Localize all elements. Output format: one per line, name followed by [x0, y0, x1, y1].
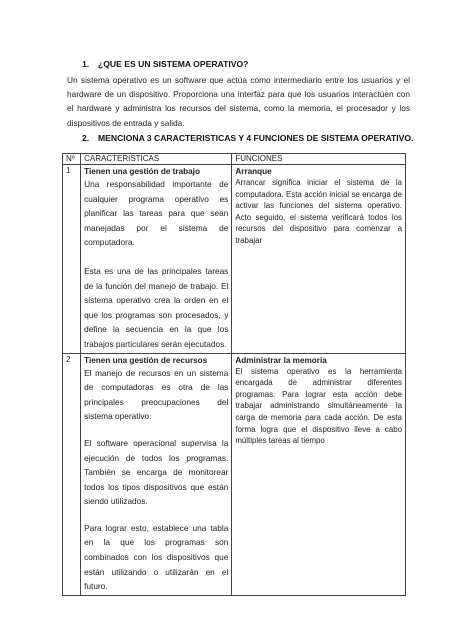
- characteristic-title: Tienen una gestión de recursos: [84, 355, 208, 365]
- function-title: Arranque: [235, 167, 272, 176]
- characteristic-paragraph: Para lograr esto, establece una tabla en la que los programas son combinados con los dispositivos que están utilizando o utilizarán en el futuro.: [84, 522, 229, 592]
- row-number: 1: [63, 165, 81, 354]
- header-functions: FUNCIONES: [232, 154, 406, 165]
- section-1-paragraph: Un sistema operativo es un software que actúa como intermediario entre los usuarios y el hardware de un dispositivo. Proporciona una interfaz para que los usuarios interactúen con el hardware y administra los recursos del sistema, como la memoria, el procesador y los dispositivos de entrada y salida.: [67, 75, 410, 128]
- function-cell: [232, 165, 406, 354]
- function-paragraph: El sistema operativo es la herramienta encargada de administrar diferentes programas. Para lograr esta acción debe trabajar administrando simultáneamente la carga de memoria para cada acción. De esta forma logra que el dispositivo lleve a cabo múltiples tareas al tiempo: [235, 366, 402, 446]
- section-2-heading: [82, 133, 413, 143]
- function-title: Administrar la memoria: [235, 355, 327, 365]
- section-1-number: 1.: [82, 59, 90, 69]
- header-characteristics: CARACTERISTICAS: [81, 154, 232, 165]
- table-row: [63, 353, 406, 595]
- characteristic-cell: [81, 165, 232, 354]
- section-2-number: 2.: [82, 133, 90, 143]
- table-header-row: [63, 154, 406, 165]
- section-1-title: ¿QUE ES UN SISTEMA OPERATIVO?: [98, 59, 249, 69]
- characteristics-functions-table: [62, 153, 406, 596]
- section-2-title: MENCIONA 3 CARACTERISTICAS Y 4 FUNCIONES DE SISTEMA OPERATIVO.: [98, 133, 414, 143]
- function-paragraph: Arrancar significa iniciar el sistema de la computadora. Esta acción inicial se encarga de activar las funciones del sistema operativo. Acto seguido, el sistema verificará todos los recursos del dispositivo para comenzar a trabajar: [235, 178, 402, 245]
- characteristic-paragraph: Esta es una de las principales tareas de la función del manejo de trabajo. El sistema operativo crea la orden en el que los programas son procesados, y define la secuencia en la que los trabajos particulares serán ejecutados.: [84, 265, 229, 349]
- characteristic-cell: [81, 353, 232, 595]
- characteristic-title: Tienen una gestión de trabajo: [84, 167, 200, 176]
- section-1-heading: [82, 59, 248, 69]
- header-number: Nº: [63, 154, 81, 165]
- row-number: 2: [63, 353, 81, 595]
- function-cell: [232, 353, 406, 595]
- characteristic-paragraph: El software operacional supervisa la ejecución de todos los programas. También se encarga de monitorear todos los tipos dispositivos que están siendo utilizados.: [84, 437, 229, 507]
- characteristic-paragraph: Una responsabilidad importante de cualquier programa operativo es planificar las tareas para que sean manejadas por el sistema de computadora.: [84, 179, 229, 248]
- characteristic-paragraph: El manejo de recursos en un sistema de computadoras es otra de las principales preocupaciones del sistema operativo.: [84, 367, 229, 422]
- table-row: [63, 165, 406, 354]
